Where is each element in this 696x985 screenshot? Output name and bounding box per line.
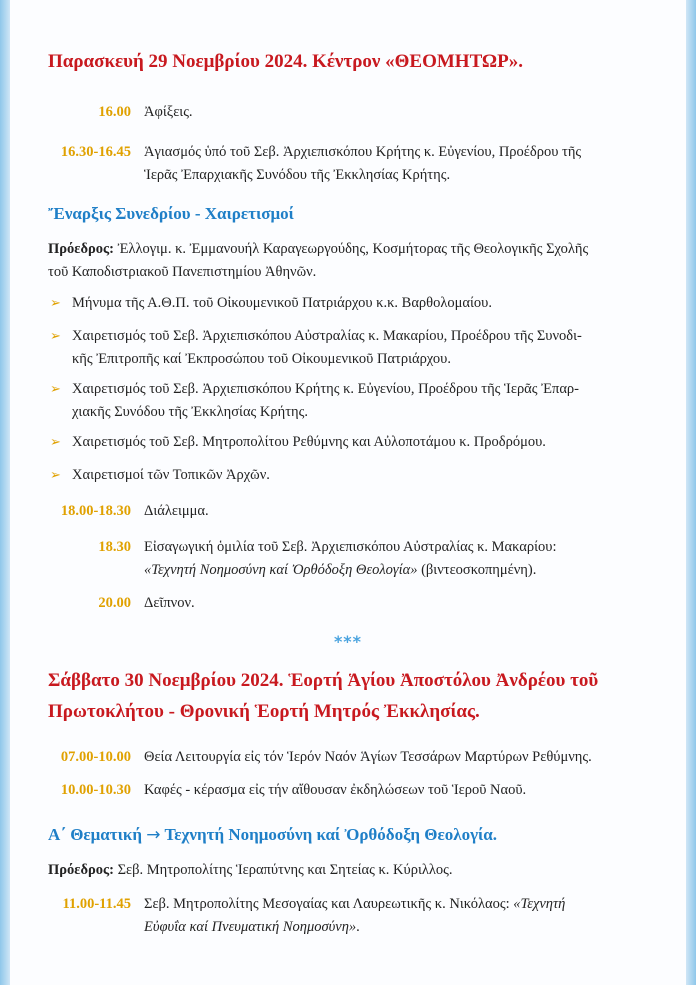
time-label: 16.30-16.45 <box>60 144 131 160</box>
talk-title: Εὐφυΐα καί Πνευματική Νοημοσύνη» <box>144 919 357 935</box>
time-label: 18.30 <box>98 539 131 555</box>
left-border-stripe <box>0 0 10 985</box>
chair-line <box>48 238 652 261</box>
schedule-text-line: Ἁγιασμός ὑπό τοῦ Σεβ. Ἀρχιεπισκόπου Κρήτης κ. Εὐγενίου, Προέδρου τῆς <box>144 144 582 160</box>
bullet-item-text: Χαιρετισμός τοῦ Σεβ. Ἀρχιεπισκόπου Αὐστραλίας κ. Μακαρίου, Προέδρου τῆς Συνοδι- <box>72 328 582 344</box>
schedule-text-line <box>144 559 654 582</box>
schedule-text-line: Εἰσαγωγική ὁμιλία τοῦ Σεβ. Ἀρχιεπισκόπου Αὐστραλίας κ. Μακαρίου: <box>144 539 557 555</box>
arrow-bullet-icon: ➢ <box>50 296 61 311</box>
arrow-bullet-icon: ➢ <box>50 382 61 397</box>
talk-title: «Τεχνητή <box>513 896 566 912</box>
right-border-stripe <box>686 0 696 985</box>
time-label: 07.00-10.00 <box>60 749 131 765</box>
thematic-prefix: Α΄ Θεματική <box>48 825 142 844</box>
arrow-bullet-icon: ➢ <box>50 435 61 450</box>
chair-name: Σεβ. Μητροπολίτης Ἱεραπύτνης και Σητείας κ. Κύριλλος. <box>117 862 453 878</box>
arrow-bullet-icon: ➢ <box>50 468 61 483</box>
chair-label: Πρόεδρος: <box>48 862 114 878</box>
schedule-text: Καφές - κέρασμα εἰς τήν αἴθουσαν ἐκδηλώσεων τοῦ Ἱεροῦ Ναοῦ. <box>144 782 527 798</box>
talk-title: «Τεχνητή Νοημοσύνη καί Ὀρθόδοξη Θεολογία» <box>144 562 418 578</box>
bullet-item-text: κῆς Ἐπιτροπῆς καί Ἐκπροσώπου τοῦ Οἰκουμενικοῦ Πατριάρχου. <box>72 351 451 367</box>
opening-section-heading: Ἔναρξις Συνεδρίου - Χαιρετισμοί <box>48 204 294 223</box>
thematic-section-heading <box>48 825 497 845</box>
schedule-text: Ἀφίξεις. <box>144 104 193 120</box>
time-label: 18.00-18.30 <box>60 503 131 519</box>
speaker: Σεβ. Μητροπολίτης Μεσογαίας και Λαυρεωτικῆς κ. Νικόλαος: <box>144 896 514 912</box>
bullet-item-text: χιακῆς Συνόδου τῆς Ἐκκλησίας Κρήτης. <box>72 404 308 420</box>
time-label: 16.00 <box>98 104 131 120</box>
talk-note: (βιντεοσκοπημένη). <box>417 562 537 578</box>
schedule-text-line <box>144 916 654 939</box>
chair-line: τοῦ Καποδιστριακοῦ Πανεπιστημίου Ἀθηνῶν. <box>48 264 317 280</box>
bullet-item-text: Χαιρετισμοί τῶν Τοπικῶν Ἀρχῶν. <box>72 467 270 483</box>
saturday-heading-line: Πρωτοκλήτου - Θρονική Ἑορτή Μητρός Ἐκκλησίας. <box>48 701 480 722</box>
chair-label: Πρόεδρος: <box>48 241 114 257</box>
schedule-text: Δεῖπνον. <box>144 595 195 611</box>
thematic-title: Τεχνητή Νοημοσύνη καί Ὀρθόδοξη Θεολογία. <box>164 825 498 844</box>
time-label: 10.00-10.30 <box>60 782 131 798</box>
time-label: 20.00 <box>98 595 131 611</box>
arrow-right-icon: → <box>146 825 161 845</box>
punctuation: . <box>356 919 360 935</box>
time-label: 11.00-11.45 <box>62 896 131 912</box>
chair-name: Ἐλλογιμ. κ. Ἐμμανουήλ Καραγεωργούδης, Κοσμήτορας τῆς Θεολογικῆς Σχολῆς <box>117 241 589 257</box>
schedule-text-line <box>144 893 654 916</box>
bullet-item-text: Χαιρετισμός τοῦ Σεβ. Μητροπολίτου Ρεθύμνης και Αὐλοποτάμου κ. Προδρόμου. <box>72 434 546 450</box>
schedule-text: Θεία Λειτουργία εἰς τόν Ἱερόν Ναόν Ἁγίων Τεσσάρων Μαρτύρων Ρεθύμνης. <box>144 749 592 765</box>
saturday-heading-line: Σάββατο 30 Νοεμβρίου 2024. Ἑορτή Ἁγίου Ἀποστόλου Ἀνδρέου τοῦ <box>48 670 599 691</box>
schedule-text-line: Ἱερᾶς Ἐπαρχιακῆς Συνόδου τῆς Ἐκκλησίας Κρήτης. <box>144 167 451 183</box>
chair-line <box>48 859 652 882</box>
friday-heading: Παρασκευή 29 Νοεμβρίου 2024. Κέντρον «ΘΕΟΜΗΤΩΡ». <box>48 51 523 72</box>
bullet-item-text: Μήνυμα τῆς Α.Θ.Π. τοῦ Οἰκουμενικοῦ Πατριάρχου κ.κ. Βαρθολομαίου. <box>72 295 492 311</box>
arrow-bullet-icon: ➢ <box>50 329 61 344</box>
schedule-text: Διάλειμμα. <box>144 503 209 519</box>
section-separator: *** <box>333 632 363 651</box>
bullet-item-text: Χαιρετισμός τοῦ Σεβ. Ἀρχιεπισκόπου Κρήτης κ. Εὐγενίου, Προέδρου τῆς Ἱερᾶς Ἐπαρ- <box>72 381 579 397</box>
